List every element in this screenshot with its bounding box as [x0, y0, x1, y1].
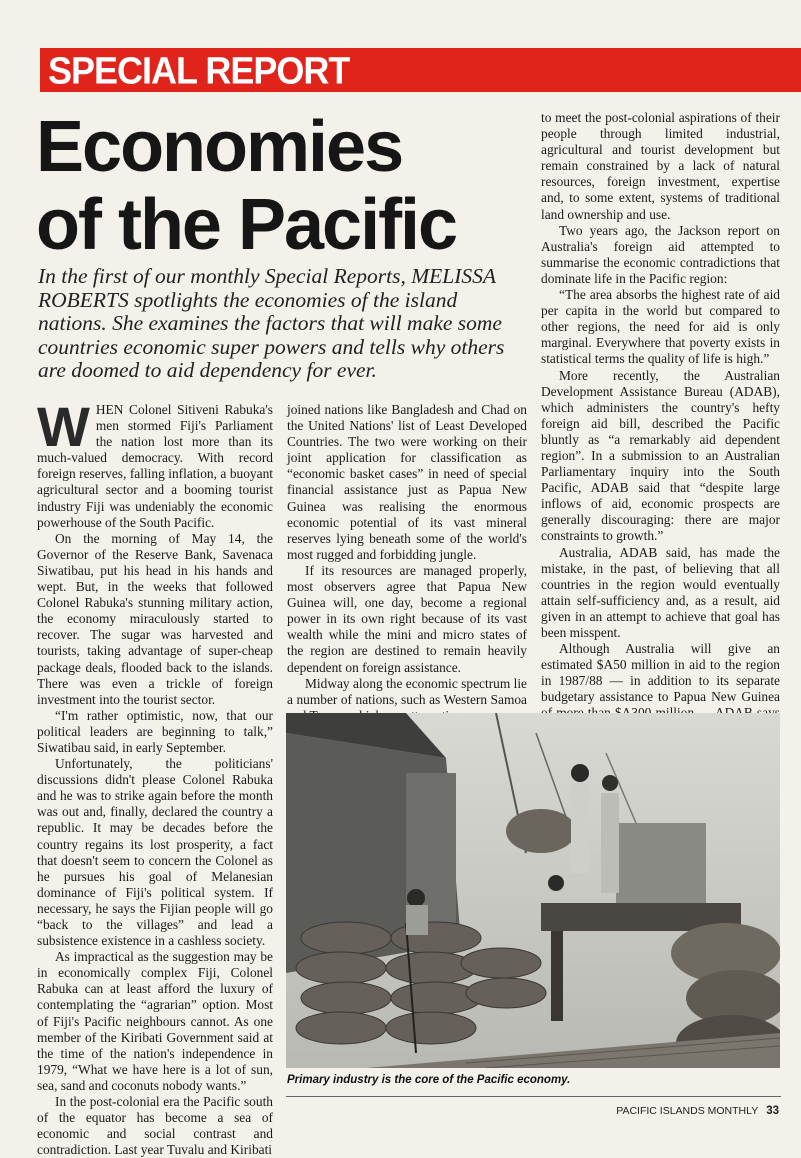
- col3-para-5: Although Australia will give an estimated $A50 million in aid to the region in 1987/88 — in addition to its separate budgetary assistance to Papua New Guinea: [541, 641, 780, 705]
- article-column-1: [37, 395, 273, 1158]
- dock-workers-photo: [286, 713, 780, 1068]
- col1-para-0: [37, 395, 273, 531]
- col3-para-3: More recently, the Australian Development Assistance Bureau (ADAB), which administers the country's hefty foreign aid bill, described the Pacific bluntly as “a remarkably aid dependent region”. In a submission to an Australian Parliamentary inquiry into the South Pacific, ADAB said that “despite large inflows of aid, economic prospects are generally discouraging: there are major constraints to growth.”: [541, 367, 780, 544]
- col2-para-1: If its resources are managed properly, most observers agree that Papua New Guinea will, one day, become a regional power in its own right because of its vast wealth while the mini and micro states of the region are destined to remain heavily dependent on foreign assistance.: [287, 562, 527, 675]
- col3-para-1: Two years ago, the Jackson report on Australia's foreign aid attempted to summarise the economic contradictions that dominate life in the Pacific region:: [541, 222, 780, 286]
- page-footer: [616, 1105, 779, 1117]
- col1-para-1: On the morning of May 14, the Governor of the Reserve Bank, Savenaca Siwatibau, put his head in his hands and wept. But, in the weeks that followed Colonel Rabuka's stunning military action, the economy miraculously started to recover. The sugar was harvested and tourists, taking advantage of super-cheap package deals, flooded back to the islands. There was even a trickle of foreign investment into the tourist sector.: [37, 530, 273, 707]
- col3-para-0: to meet the post-colonial aspirations of their people through limited industrial, agricultural and tourist development but remain constrained by a lack of natural resources, foreign investment, expertise and, to some extent, systems of traditional land ownership and use.: [541, 110, 780, 222]
- article-column-3: [541, 110, 780, 770]
- col2-para-2: Midway along the economic spectrum lie a number of nations, such as Western Samoa: [287, 675, 527, 707]
- col1-para-3: Unfortunately, the politicians' discussions didn't please Colonel Rabuka and he was to strike again before the month was out and, finally, declared the country a republic. It may be decades before the country regains its lost prosperity, a fact that doesn't seem to concern the Colonel as he pursues his goal of Melanesian dominance of Fiji's political system. If necessary, he says the Fijian people will go “back to the villages” and lead a subsistence existence in a cashless society.: [37, 756, 273, 949]
- article-column-2: [287, 402, 527, 724]
- col1-para-0-text: HEN Colonel Sitiveni Rabuka's men stormed Fiji's Parliament the nation lost more than its much-valued democracy. With record foreign reserves, falling inflation, a buoyant agricultural sector and a booming tourist industry Fiji was undeniably the economic powerhouse of the South Pacific.: [37, 402, 273, 530]
- col2-para-0: joined nations like Bangladesh and Chad on the United Nations' list of Least Developed Countries. The two were working on their joint application for classification as “economic basket cases” in need of special financial assistance just as Papua New Guinea was realising the enormous economic potential of its vast mineral reserves lying beneath some of the world's most rugged and forbidding jungle.: [287, 402, 527, 562]
- headline-line-1: Economies: [36, 107, 403, 187]
- banner-label: SPECIAL REPORT: [48, 48, 350, 92]
- special-report-banner: [40, 48, 801, 92]
- col3-para-2: “The area absorbs the highest rate of aid per capita in the world but compared to other regions, the need for aid is only marginal. Everywhere that poverty exists in statistical terms the quality of life is high.”: [541, 287, 780, 367]
- drop-cap: W: [37, 395, 90, 458]
- col1-para-2: “I'm rather optimistic, now, that our political leaders are beginning to talk,” Siwatibau said, in early September.: [37, 707, 273, 755]
- publication-name: PACIFIC ISLANDS MONTHLY: [616, 1105, 759, 1117]
- col3-para-4: Australia, ADAB said, has made the mistake, in the past, of believing that all countries in the region would eventually attain self-sufficiency and, as a result, aid given in an attempt to achieve that goal has been misspent.: [541, 544, 780, 640]
- page-number: 33: [766, 1105, 779, 1117]
- headline: [36, 108, 526, 264]
- col1-para-4: As impractical as the suggestion may be in economically complex Fiji, Colonel Rabuka can at least afford the luxury of contemplating the “agrarian” option. Most of Fiji's Pacific neighbours cannot. As one member of the Kiribati Government said at the time of the nation's independence in 1979, “What we have here is a lot of sun, sea, sand and coconuts nobody wants.”: [37, 949, 273, 1093]
- footer-divider: [286, 1096, 781, 1097]
- article-deck: In the first of our monthly Special Reports, MELISSA ROBERTS spotlights the economies of the island nations. She examines the factors that will make some countries economic super powers and tells why others are doomed to aid dependency for ever.: [38, 264, 505, 382]
- headline-line-2: of the Pacific: [36, 185, 457, 265]
- col1-para-5: In the post-colonial era the Pacific south of the equator has become a sea of economic and social contrast and contradiction. Last year Tuvalu and Kiribati: [37, 1094, 273, 1158]
- photo-caption: Primary industry is the core of the Pacific economy.: [287, 1074, 571, 1086]
- photo-illustration: [286, 713, 780, 1068]
